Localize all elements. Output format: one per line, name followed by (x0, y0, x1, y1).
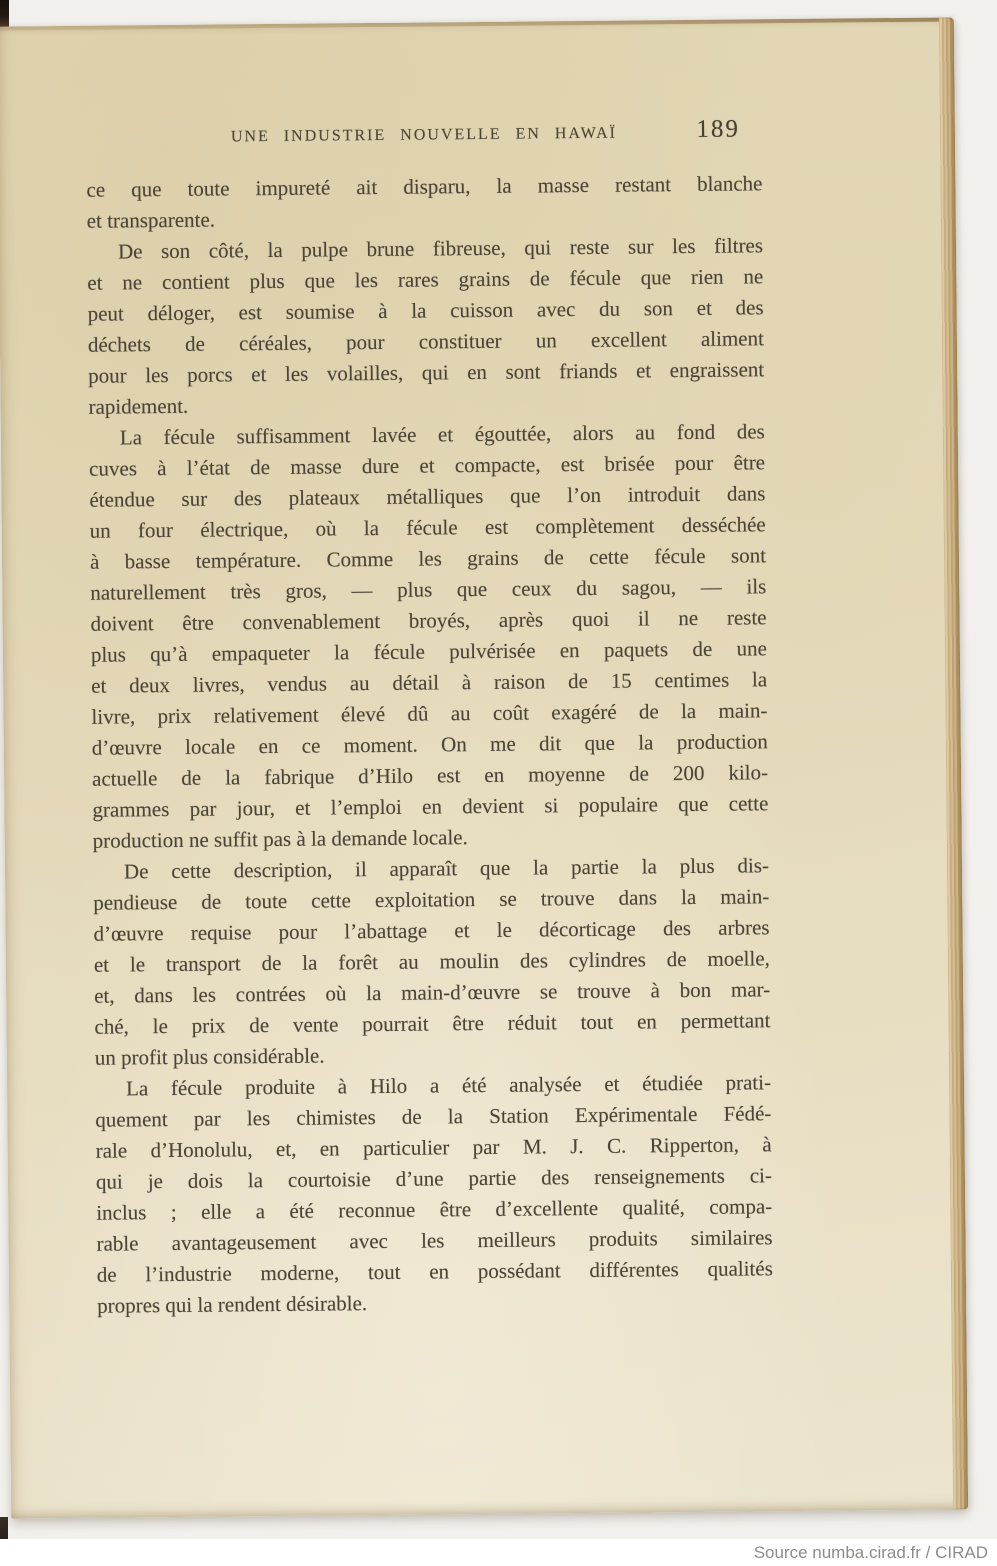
book-board-edge-top-left (0, 0, 9, 28)
text-line: et, dans les contrées où la main-d’œuvre se trouve à bon mar- (94, 977, 771, 1008)
text-line: inclus ; elle a été reconnue être d’excellente qualité, compa- (96, 1194, 773, 1225)
text-line: La fécule produite à Hilo a été analysée et étudiée prati- (125, 1070, 772, 1101)
text-line: grammes par jour, et l’emploi en devient si populaire que cette (92, 791, 769, 822)
page-number: 189 (696, 115, 741, 143)
text-line: de l’industrie moderne, tout en possédant différentes qualités (96, 1256, 773, 1287)
text-line: production ne suffit pas à la demande locale. (92, 825, 468, 853)
text-line: quement par les chimistes de la Station Expérimentale Fédé- (95, 1101, 772, 1132)
text-line: et ne contient plus que les rares grains de fécule que rien ne (87, 264, 764, 295)
running-header-title: UNE INDUSTRIE NOUVELLE EN HAWAÏ (230, 124, 617, 146)
text-line: pour les porcs et les volailles, qui en sont friands et engraissent (88, 357, 765, 388)
text-block (86, 168, 773, 1321)
paragraph (86, 168, 763, 236)
text-line: un profit plus considérable. (94, 1043, 325, 1070)
text-line: De son côté, la pulpe brune fibreuse, qui reste sur les filtres (117, 233, 764, 264)
text-line: propres qui la rendent désirable. (97, 1291, 368, 1318)
text-line: et le transport de la forêt au moulin des cylindres de moelle, (93, 946, 770, 977)
text-line: De cette description, il apparaît que la partie la plus dis- (123, 853, 770, 884)
text-line: pendieuse de toute cette exploitation se trouve dans la main- (93, 884, 770, 915)
paragraph (87, 230, 765, 422)
text-line: rapidement. (88, 393, 189, 419)
text-line: qui je dois la courtoisie d’une partie des renseignements ci- (95, 1163, 773, 1194)
source-attribution: Source numba.cirad.fr / CIRAD (753, 1542, 988, 1562)
text-line: d’œuvre locale en ce moment. On me dit que la production (91, 729, 768, 760)
text-line: d’œuvre requise pour l’abattage et le décorticage des arbres (93, 915, 770, 946)
text-line: déchets de céréales, pour constituer un excellent aliment (87, 326, 765, 357)
text-line: rable avantageusement avec les meilleurs produits similaires (96, 1225, 773, 1256)
text-line: plus qu’à empaqueter la fécule pulvérisée en paquets de une (90, 636, 767, 667)
text-line: cuves à l’état de masse dure et compacte, est brisée pour être (88, 450, 766, 481)
text-line: ce que toute impureté ait disparu, la masse restant blanche (86, 171, 763, 202)
text-line: livre, prix relativement élevé dû au coût exagéré de la main- (91, 698, 768, 729)
paragraph (93, 850, 771, 1073)
text-line: naturellement très gros, — plus que ceux du sagou, — ils (90, 574, 767, 605)
text-line: peut déloger, est soumise à la cuisson avec du son et des (87, 295, 764, 326)
text-line: La fécule suffisamment lavée et égouttée, alors au fond des (119, 419, 765, 450)
running-header (86, 115, 762, 153)
text-line: actuelle de la fabrique d’Hilo est en moyenne de 200 kilo- (91, 760, 769, 791)
page-top-edge (0, 17, 954, 30)
text-line: et deux livres, vendus au détail à raison de 15 centimes la (91, 667, 768, 698)
text-line: doivent être convenablement broyés, après quoi il ne reste (90, 605, 767, 636)
text-line: et transparente. (86, 207, 216, 233)
footer-bar (0, 1539, 997, 1566)
paragraph (95, 1067, 773, 1321)
page-right-edge-stack (939, 17, 968, 1509)
text-line: rale d’Honolulu, et, en particulier par M. J. C. Ripperton, à (95, 1132, 772, 1163)
paragraph (89, 416, 769, 856)
text-line: ché, le prix de vente pourrait être réduit tout en permettant (94, 1008, 771, 1039)
text-line: un four électrique, où la fécule est complètement desséchée (89, 512, 766, 543)
text-line: étendue sur des plateaux métalliques que l’on introduit dans (89, 481, 766, 512)
book-page (0, 17, 968, 1518)
text-line: à basse température. Comme les grains de cette fécule sont (89, 543, 767, 574)
